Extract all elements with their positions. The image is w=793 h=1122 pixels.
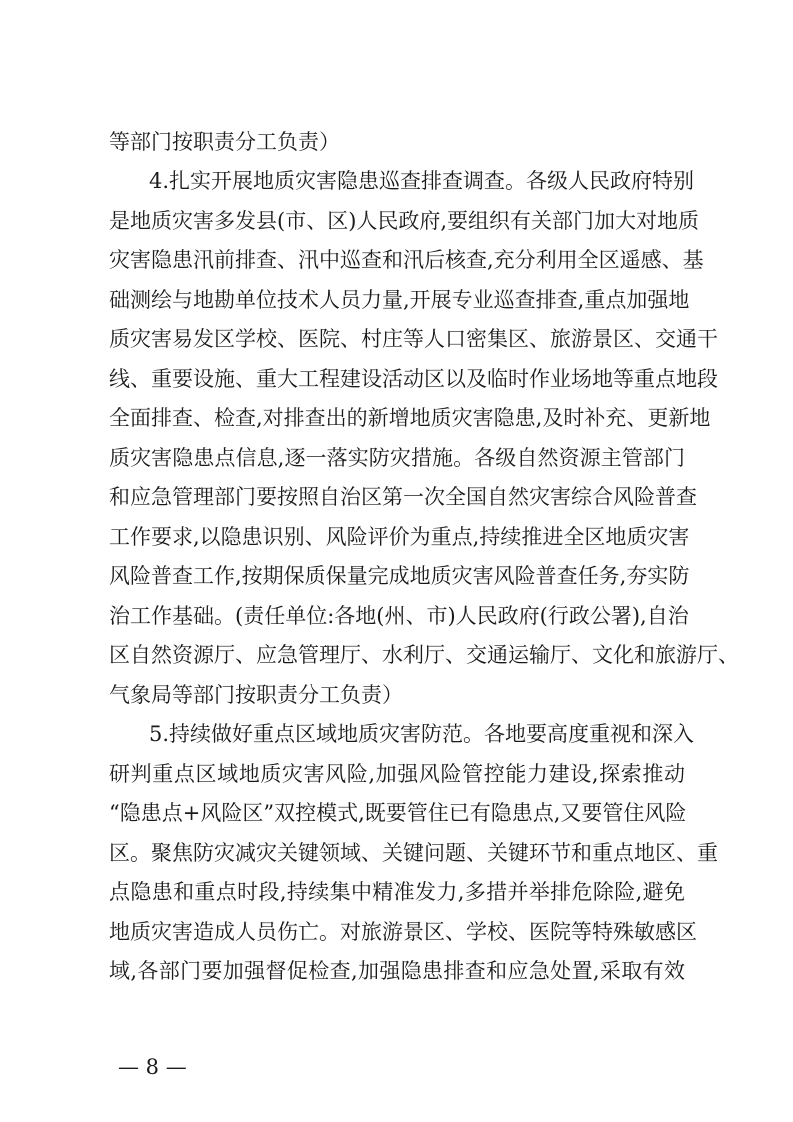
- text-line-19: 区。聚焦防灾减灾关键领域、关键问题、关键环节和重点地区、重: [109, 841, 718, 865]
- text-line-14: 区自然资源厅、应急管理厅、水利厅、交通运输厅、文化和旅游厅、: [109, 643, 739, 667]
- text-line-13: 治工作基础。(责任单位:各地(州、市)人民政府(行政公署),自治: [109, 604, 689, 628]
- text-line-7: 线、重要设施、重大工程建设活动区以及临时作业场地等重点地段: [109, 367, 718, 391]
- text-line-17: 研判重点区域地质灾害风险,加强风险管控能力建设,探索推动: [109, 762, 685, 786]
- text-line-21: 地质灾害造成人员伤亡。对旅游景区、学校、医院等特殊敏感区: [109, 920, 697, 944]
- text-line-20: 点隐患和重点时段,持续集中精准发力,多措并举排危除险,避免: [109, 880, 685, 904]
- text-line-8: 全面排查、检查,对排查出的新增地质灾害隐患,及时补充、更新地: [109, 406, 711, 430]
- paragraph-5-heading: 5.持续做好重点区域地质灾害防范。各地要高度重视和深入: [149, 722, 695, 746]
- text-line-22: 域,各部门要加强督促检查,加强隐患排查和应急处置,采取有效: [109, 959, 685, 983]
- paragraph-4-heading: 4.扎实开展地质灾害隐患巡查排查调查。各级人民政府特别: [149, 169, 695, 193]
- text-line-4: 灾害隐患汛前排查、汛中巡查和汛后核查,充分利用全区遥感、基: [109, 248, 704, 272]
- text-line-10: 和应急管理部门要按照自治区第一次全国自然灾害综合风险普查: [109, 485, 697, 509]
- text-line-3: 是地质灾害多发县(市、区)人民政府,要组织有关部门加大对地质: [109, 209, 700, 233]
- text-line-9: 质灾害隐患点信息,逐一落实防灾措施。各级自然资源主管部门: [109, 446, 685, 470]
- text-line-5: 础测绘与地勘单位技术人员力量,开展专业巡查排查,重点加强地: [109, 288, 690, 312]
- text-line-11: 工作要求,以隐患识别、风险评价为重点,持续推进全区地质灾害: [109, 525, 690, 549]
- page-number: — 8 —: [118, 1055, 187, 1079]
- text-line-6: 质灾害易发区学校、医院、村庄等人口密集区、旅游景区、交通干: [109, 327, 718, 351]
- text-line-15: 气象局等部门按职责分工负责）: [109, 683, 403, 707]
- text-line-12: 风险普查工作,按期保质保量完成地质灾害风险普查任务,夯实防: [109, 564, 690, 588]
- text-line-1: 等部门按职责分工负责）: [109, 130, 340, 154]
- text-line-18: “隐患点+风险区”双控模式,既要管住已有隐患点,又要管住风险: [109, 801, 687, 825]
